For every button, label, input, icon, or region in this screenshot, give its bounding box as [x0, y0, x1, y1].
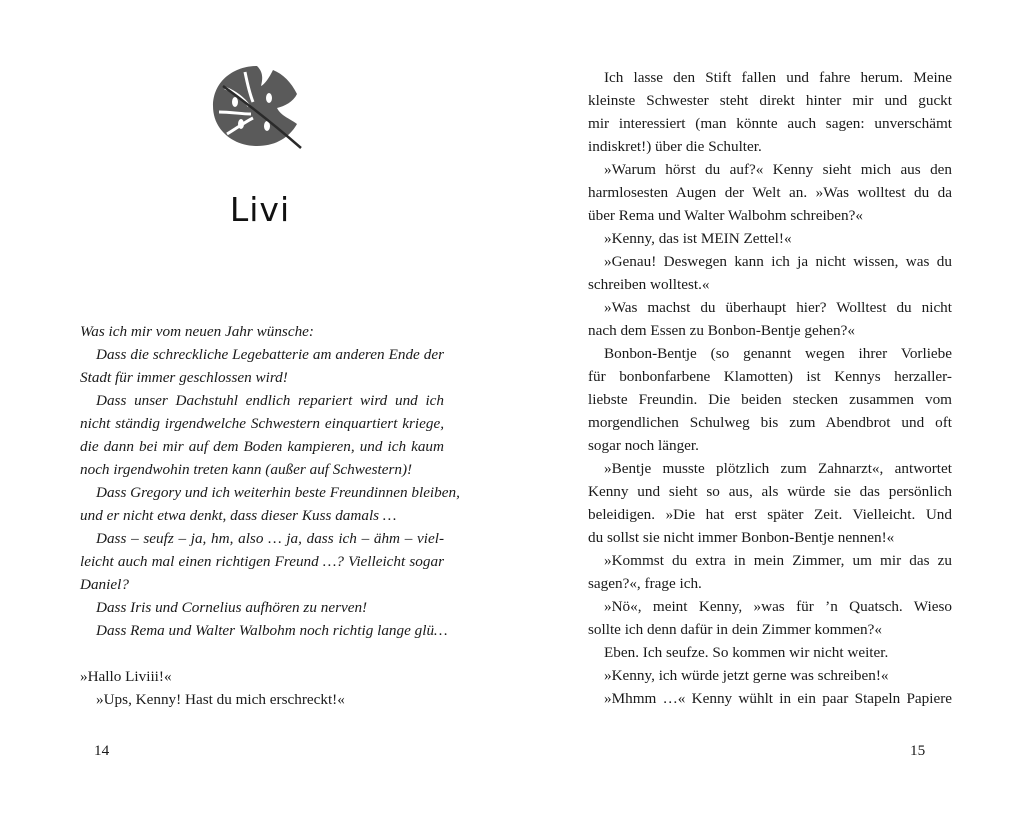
- text-line: »Nö«, meint Kenny, »was für ’n Quatsch. Wieso: [604, 598, 952, 615]
- text-line: »Kenny, ich würde jetzt gerne was schreiben!«: [604, 667, 889, 684]
- text-line: »Mhmm …« Kenny wühlt in ein paar Stapeln Papiere: [604, 690, 952, 707]
- text-line: Kenny und sieht so aus, als würde sie das persönlich: [588, 483, 952, 500]
- text-line: Dass Iris und Cornelius aufhören zu nerven!: [96, 599, 368, 616]
- text-line: beleidigen. »Die hat erst später Zeit. Vielleicht. Und: [588, 506, 952, 523]
- text-line: »Bentje musste plötzlich zum Zahnarzt«, antwortet: [604, 460, 952, 477]
- text-line: kleinste Schwester steht direkt hinter mir und guckt: [588, 92, 952, 109]
- text-line: sogar noch länger.: [588, 437, 699, 454]
- text-line: »Ups, Kenny! Hast du mich erschreckt!«: [96, 691, 345, 708]
- text-line: [80, 642, 444, 665]
- text-line: harmlosesten Augen der Welt an. »Was wolltest du da: [588, 184, 952, 201]
- text-line: für bonbonfarbene Klamotten) ist Kennys herzaller-: [588, 368, 952, 385]
- text-line: Eben. Ich seufze. So kommen wir nicht weiter.: [604, 644, 889, 661]
- text-line: »Kenny, das ist MEIN Zettel!«: [604, 230, 792, 247]
- text-line: Stadt für immer geschlossen wird!: [80, 369, 288, 386]
- text-line: über Rema und Walter Walbohm schreiben?«: [588, 207, 863, 224]
- text-line: nicht ständig irgendwelche Schwestern einquartiert kriege,: [80, 415, 444, 432]
- text-line: leicht auch mal einen richtigen Freund …? Vielleicht sogar: [80, 553, 444, 570]
- text-line: »Was machst du überhaupt hier? Wolltest du nicht: [604, 299, 952, 316]
- text-line: Dass – seufz – ja, hm, also … ja, dass ich – ähm – viel-: [96, 530, 444, 547]
- text-line: du sollst sie nicht immer Bonbon-Bentje nennen!«: [588, 529, 895, 546]
- text-line: Dass die schreckliche Legebatterie am anderen Ende der: [96, 346, 444, 363]
- text-line: Daniel?: [80, 576, 129, 593]
- text-line: Was ich mir vom neuen Jahr wünsche:: [80, 323, 314, 340]
- text-line: mir interessiert (man könnte auch sagen: unverschämt: [588, 115, 952, 132]
- text-line: indiskret!) über die Schulter.: [588, 138, 762, 155]
- text-line: sollte ich denn dafür in dein Zimmer kommen?«: [588, 621, 882, 638]
- text-line: Bonbon-Bentje (so genannt wegen ihrer Vorliebe: [604, 345, 952, 362]
- right-page: [510, 0, 1020, 813]
- text-line: »Hallo Liviii!«: [80, 668, 172, 685]
- text-line: noch irgendwohin treten kann (außer auf Schwestern)!: [80, 461, 413, 478]
- text-line: Dass unser Dachstuhl endlich repariert wird und ich: [96, 392, 444, 409]
- text-line: sagen?«, frage ich.: [588, 575, 702, 592]
- monstera-leaf-icon: [205, 58, 315, 158]
- text-line: die dann bei mir auf dem Boden kampieren, und ich kaum: [80, 438, 444, 455]
- right-text-block: [588, 66, 952, 710]
- text-line: »Kommst du extra in mein Zimmer, um mir das zu: [604, 552, 952, 569]
- text-line: morgendlichen Schulweg bis zum Abendbrot und oft: [588, 414, 952, 431]
- text-line: nach dem Essen zu Bonbon-Bentje gehen?«: [588, 322, 855, 339]
- page-number-right: 15: [910, 742, 926, 759]
- text-line: »Genau! Deswegen kann ich ja nicht wissen, was du: [604, 253, 952, 270]
- text-line: schreiben wolltest.«: [588, 276, 710, 293]
- text-line: »Warum hörst du auf?« Kenny sieht mich aus den: [604, 161, 952, 178]
- text-line: liebste Freundin. Die beiden stecken zusammen vom: [588, 391, 952, 408]
- chapter-title: Livi: [229, 190, 291, 229]
- page-number-left: 14: [94, 742, 110, 759]
- text-line: Dass Gregory und ich weiterhin beste Freundinnen bleiben,: [96, 484, 460, 501]
- left-text-block: [80, 320, 460, 711]
- text-line: und er nicht etwa denkt, dass dieser Kuss damals …: [80, 507, 397, 524]
- text-line: Dass Rema und Walter Walbohm noch richtig lange glü…: [96, 622, 448, 639]
- text-line: Ich lasse den Stift fallen und fahre herum. Meine: [604, 69, 952, 86]
